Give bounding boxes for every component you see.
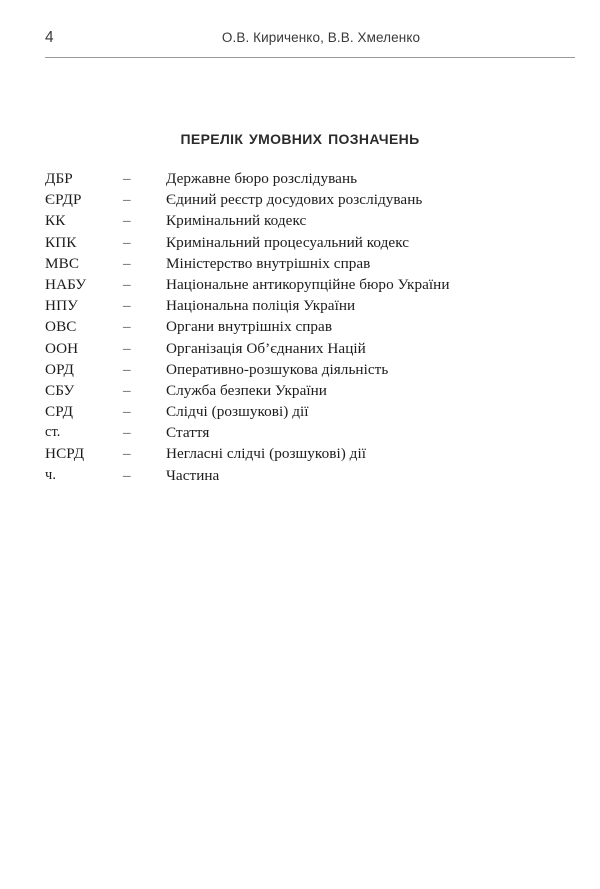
abbreviation-list — [45, 168, 545, 486]
abbreviation-dash: – — [123, 191, 131, 209]
abbreviation-term: НПУ — [45, 297, 78, 315]
abbreviation-term: ОРД — [45, 360, 74, 378]
abbreviation-definition: Оперативно-розшукова діяльність — [166, 360, 389, 378]
abbreviation-term: ОВС — [45, 318, 77, 336]
abbreviation-definition: Стаття — [166, 424, 210, 442]
abbreviation-row — [45, 274, 545, 295]
abbreviation-term: КПК — [45, 233, 77, 251]
abbreviation-definition: Організація Об’єднаних Націй — [166, 339, 366, 357]
abbreviation-dash: – — [123, 254, 131, 272]
abbreviation-definition: Єдиний реєстр досудових розслідувань — [166, 191, 423, 209]
abbreviation-term: КК — [45, 212, 66, 230]
abbreviation-row — [45, 465, 545, 486]
abbreviation-term: СРД — [45, 403, 74, 421]
abbreviation-dash: – — [123, 424, 131, 442]
abbreviation-definition: Міністерство внутрішніх справ — [166, 254, 371, 272]
abbreviation-row — [45, 253, 545, 274]
abbreviation-dash: – — [123, 339, 131, 357]
abbreviation-row — [45, 232, 545, 253]
abbreviation-dash: – — [123, 275, 131, 293]
abbreviation-definition: Органи внутрішніх справ — [166, 318, 333, 336]
abbreviation-term: ООН — [45, 339, 79, 357]
page-title: перелік умовних позначень — [180, 127, 420, 150]
abbreviation-definition: Кримінальний кодекс — [166, 212, 307, 230]
abbreviation-definition: Негласні слідчі (розшукові) дії — [166, 445, 366, 463]
abbreviation-dash: – — [123, 466, 131, 484]
abbreviation-row — [45, 380, 545, 401]
abbreviation-term: НАБУ — [45, 275, 87, 293]
abbreviation-term: НСРД — [45, 445, 85, 463]
abbreviation-dash: – — [123, 233, 131, 251]
abbreviation-dash: – — [123, 297, 131, 315]
abbreviation-term: ч. — [45, 466, 57, 483]
abbreviation-row — [45, 422, 545, 443]
abbreviation-term: ДБР — [45, 170, 73, 187]
abbreviation-term: СБУ — [45, 381, 75, 399]
abbreviation-term: ЄРДР — [45, 191, 82, 209]
abbreviation-dash: – — [123, 445, 131, 463]
abbreviation-row — [45, 295, 545, 316]
abbreviation-row — [45, 189, 545, 210]
abbreviation-row — [45, 210, 545, 231]
abbreviation-definition: Державне бюро розслідувань — [166, 170, 358, 187]
abbreviation-row — [45, 443, 545, 464]
abbreviation-dash: – — [123, 318, 131, 336]
abbreviation-row — [45, 359, 545, 380]
abbreviation-definition: Національне антикорупційне бюро України — [166, 275, 450, 293]
abbreviation-row — [45, 401, 545, 422]
abbreviation-row — [45, 168, 545, 189]
abbreviation-definition: Кримінальний процесуальний кодекс — [166, 233, 410, 251]
abbreviation-definition: Національна поліція України — [166, 297, 356, 315]
running-header — [45, 28, 575, 52]
abbreviation-dash: – — [123, 170, 131, 187]
header-authors: О.В. Кириченко, В.В. Хмеленко — [221, 30, 421, 45]
abbreviation-term: ст. — [45, 424, 61, 441]
abbreviation-term: МВС — [45, 254, 80, 272]
abbreviation-definition: Служба безпеки України — [166, 381, 327, 399]
abbreviation-definition: Частина — [166, 466, 220, 484]
abbreviation-row — [45, 316, 545, 337]
header-rule — [45, 57, 575, 58]
abbreviation-definition: Слідчі (розшукові) дії — [166, 403, 309, 421]
abbreviation-dash: – — [123, 212, 131, 230]
abbreviation-row — [45, 338, 545, 359]
abbreviation-dash: – — [123, 403, 131, 421]
page-number: 4 — [45, 29, 54, 46]
abbreviation-dash: – — [123, 360, 131, 378]
abbreviation-dash: – — [123, 381, 131, 399]
